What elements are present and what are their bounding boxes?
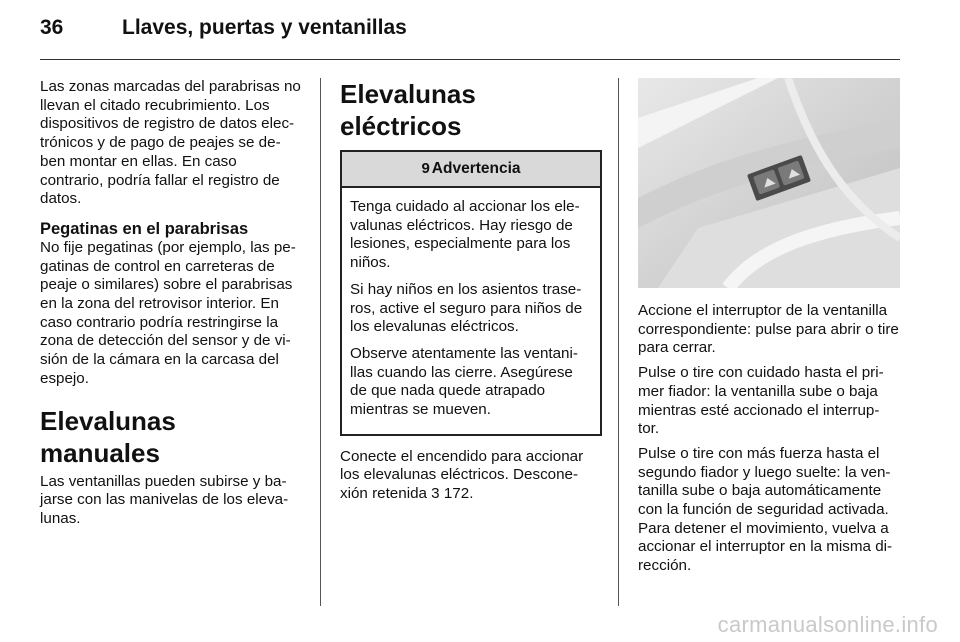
stickers-heading: Pegatinas en el parabrisas — [40, 219, 249, 238]
operation-paragraph: Accione el interruptor de la ventanilla correspondiente: pulse para abrir o tire para cerrar. — [638, 302, 899, 357]
page-header — [40, 16, 900, 56]
warning-body — [342, 188, 600, 434]
manual-windows-heading: Elevalunas manuales — [40, 405, 176, 468]
header-divider — [40, 59, 900, 60]
stickers-paragraph: No fije pegatinas (por ejemplo, las pe-gatinas de control en carreteras de peaje o similares) sobre el parabrisas en la zona del retrovisor interior. En caso contrario podría restringirse la zona de detección del sensor y de vi-sión de la cámara en la carcasa del espejo. — [40, 238, 296, 387]
warning-paragraph: Observe atentamente las ventani-llas cuando las cierre. Asegúrese de que nada quede atrapado mientras se mueven. — [350, 344, 578, 419]
intro-paragraph: Las zonas marcadas del parabrisas no llevan el citado recubrimiento. Los dispositivos de registro de datos elec-trónicos y de pago de peajes se de-ben montar en ellas. En caso contrario, podría fallar el registro de datos. — [40, 78, 301, 208]
column-1 — [40, 78, 302, 539]
operation-paragraph: Pulse o tire con más fuerza hasta el segundo fiador y luego suelte: la ven-tanilla sube o baja automáticamente con la función de seguridad activada. Para detener el movimiento, vuelva a accionar el interruptor en la misma di-rección. — [638, 444, 893, 575]
column-2 — [340, 78, 602, 514]
operation-paragraph: Pulse o tire con cuidado hasta el pri-mer fiador: la ventanilla sube o baja mientras esté accionado el interrup-tor. — [638, 364, 884, 438]
warning-title: Advertencia — [431, 160, 521, 177]
warning-box — [340, 150, 602, 436]
manual-windows-paragraph: Las ventanillas pueden subirse y ba-jarse con las manivelas de los eleva-lunas. — [40, 472, 289, 527]
watermark: carmanualsonline.info — [717, 612, 938, 637]
window-switch-panel-photo-icon — [638, 78, 900, 288]
warning-header — [342, 152, 600, 188]
column-divider-2 — [618, 78, 619, 606]
ignition-paragraph: Conecte el encendido para accionar los elevalunas eléctricos. Descone-xión retenida 3 172. — [340, 447, 584, 503]
warning-paragraph: Tenga cuidado al accionar los ele-valunas eléctricos. Hay riesgo de lesiones, especialmente para los niños. — [350, 198, 580, 272]
section-title: Llaves, puertas y ventanillas — [122, 16, 407, 39]
window-switch-photo — [638, 78, 900, 288]
page-number: 36 — [40, 16, 64, 39]
electric-windows-heading: Elevalunas eléctricos — [340, 79, 476, 141]
warning-icon: 9 — [421, 160, 430, 177]
warning-paragraph: Si hay niños en los asientos trase-ros, active el seguro para niños de los elevalunas eléctricos. — [350, 280, 583, 336]
column-3 — [638, 302, 900, 582]
column-divider-1 — [320, 78, 321, 606]
